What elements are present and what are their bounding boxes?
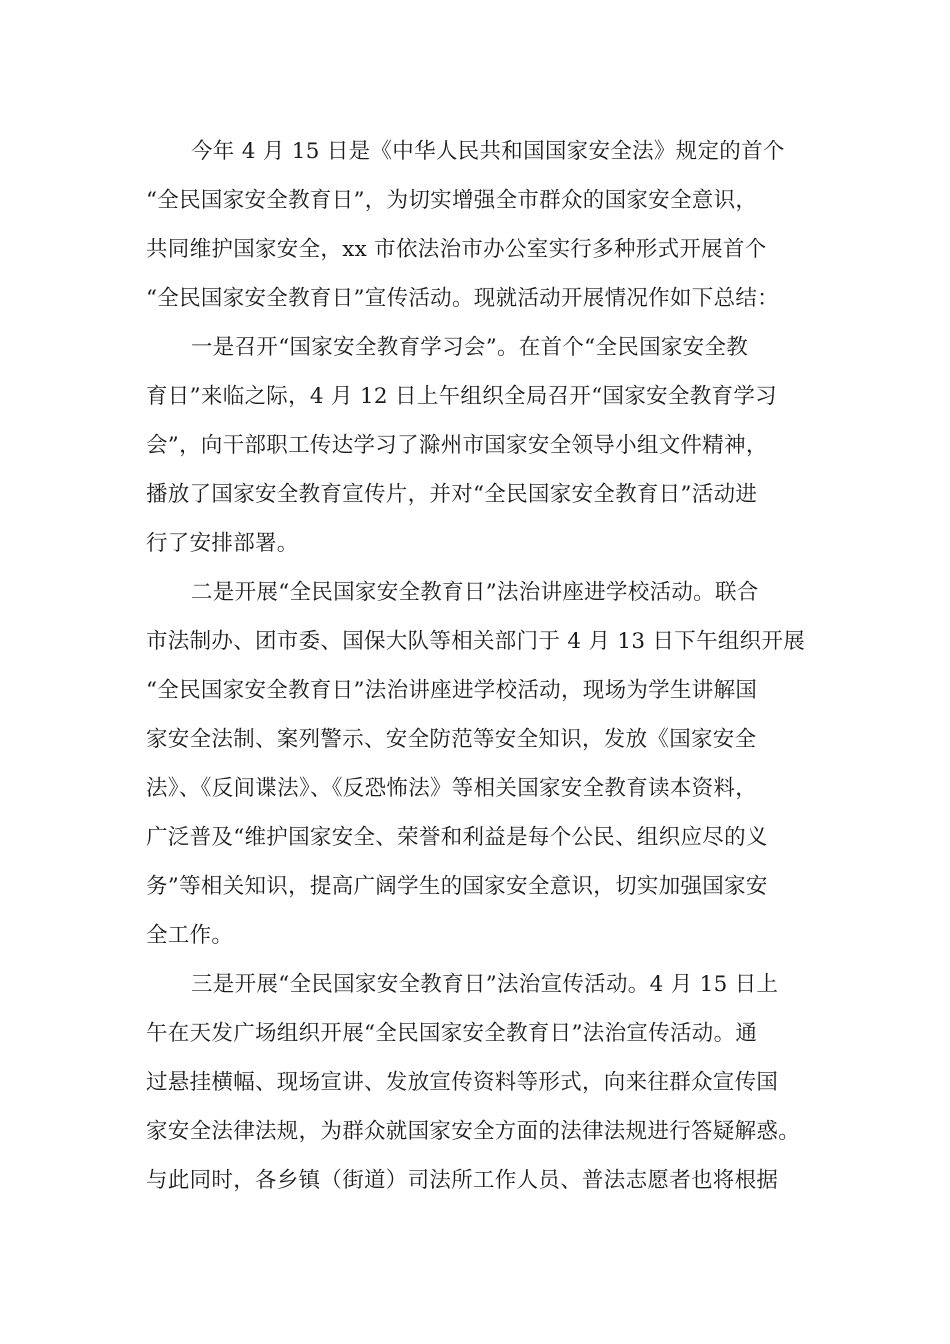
text-line: 行了安排部署。 (146, 531, 299, 556)
paragraph-study-meeting (146, 323, 816, 568)
text-line: 播放了国家安全教育宣传片，并对“全民国家安全教育日”活动进 (146, 482, 758, 507)
text-line: 三是开展“全民国家安全教育日”法治宣传活动。4 月 15 日上 (191, 972, 779, 997)
text-line: 二是开展“全民国家安全教育日”法治讲座进学校活动。联合 (191, 580, 759, 605)
text-line: “全民国家安全教育日”法治讲座进学校活动，现场为学生讲解国 (146, 678, 758, 703)
text-line: 会”，向干部职工传达学习了滁州市国家安全领导小组文件精神， (146, 433, 768, 458)
paragraph-intro (146, 127, 816, 323)
text-line: 务”等相关知识，提高广阔学生的国家安全意识，切实加强国家安 (146, 874, 768, 899)
text-line: 今年 4 月 15 日是《中华人民共和国国家安全法》规定的首个 (191, 139, 785, 164)
text-line: 市法制办、团市委、国保大队等相关部门于 4 月 13 日下午组织开展 (146, 629, 806, 654)
text-line: 共同维护国家安全，xx 市依法治市办公室实行多种形式开展首个 (146, 237, 767, 262)
text-line: 家安全法律法规，为群众就国家安全方面的法律法规进行答疑解惑。 (146, 1119, 801, 1144)
text-line: 育日”来临之际，4 月 12 日上午组织全局召开“国家安全教育学习 (146, 384, 777, 409)
text-line: 全工作。 (146, 923, 234, 948)
text-line: “全民国家安全教育日”，为切实增强全市群众的国家安全意识， (146, 188, 758, 213)
paragraph-school-lecture (146, 568, 816, 960)
text-line: 法》、《反间谍法》、《反恐怖法》等相关国家安全教育读本资料， (146, 776, 758, 801)
text-line: 午在天发广场组织开展“全民国家安全教育日”法治宣传活动。通 (146, 1021, 758, 1046)
paragraph-publicity (146, 960, 816, 1205)
text-line: 家安全法制、案列警示、安全防范等安全知识，发放《国家安全 (146, 727, 757, 752)
text-line: 过悬挂横幅、现场宣讲、发放宣传资料等形式，向来往群众宣传国 (146, 1070, 779, 1095)
text-line: “全民国家安全教育日”宣传活动。现就活动开展情况作如下总结： (146, 286, 779, 311)
text-line: 广泛普及“维护国家安全、荣誉和利益是每个公民、组织应尽的义 (146, 825, 768, 850)
text-line: 一是召开“国家安全教育学习会”。在首个“全民国家安全教 (191, 335, 749, 360)
text-line: 与此同时，各乡镇（街道）司法所工作人员、普法志愿者也将根据 (146, 1168, 779, 1193)
document-body (146, 127, 816, 1205)
